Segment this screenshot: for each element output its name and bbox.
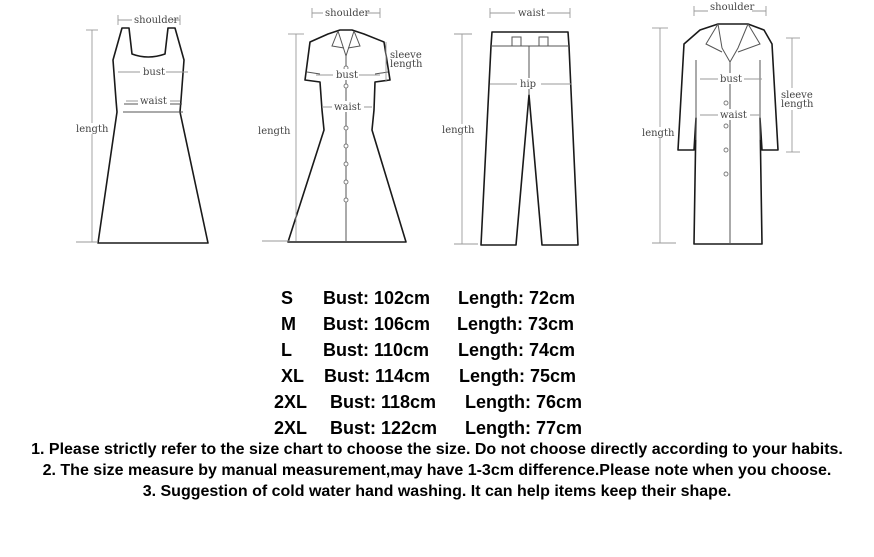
size-label: S [281, 288, 294, 308]
coat-sleeve-label: sleeve [781, 90, 813, 101]
shirt-dress-length-label: length [258, 126, 291, 137]
pants-waist-label: waist [518, 8, 545, 19]
dress-shoulder-label: shoulder [134, 15, 179, 26]
care-notes [20, 439, 854, 502]
length-value: Length: 73cm [457, 314, 575, 334]
length-value: Length: 74cm [458, 340, 576, 360]
shirt-dress-sleeve-length-label: length [390, 59, 423, 70]
coat-waist-label: waist [720, 110, 747, 121]
bust-value: Bust: 114cm [324, 366, 431, 386]
size-chart [0, 285, 874, 441]
shirt-dress-bust-label: bust [336, 70, 358, 81]
pants-hip-label: hip [520, 79, 537, 90]
coat-diagram [641, 1, 816, 244]
size-row-2xl [0, 389, 874, 415]
length-value: Length: 76cm [465, 392, 583, 412]
coat-length-label: length [642, 128, 675, 139]
pants-length-label: length [442, 125, 475, 136]
bust-value: Bust: 118cm [330, 392, 437, 412]
bust-value: Bust: 122cm [330, 418, 438, 438]
note-washing: 3. Suggestion of cold water hand washing. It can help items keep their shape. [142, 483, 732, 500]
shirt-dress-sleeve-label: sleeve [390, 50, 422, 61]
dress-diagram [76, 14, 208, 243]
size-row-xl [0, 363, 874, 389]
coat-shoulder-label: shoulder [710, 2, 755, 13]
size-label: L [281, 340, 292, 360]
size-row-m [0, 311, 874, 337]
bust-value: Bust: 106cm [323, 314, 431, 334]
dress-bust-label: bust [143, 67, 165, 78]
shirt-dress-diagram [257, 7, 423, 242]
pants-diagram [441, 7, 578, 245]
coat-bust-label: bust [720, 74, 742, 85]
size-label: 2XL [274, 392, 308, 412]
shirt-dress-shoulder-label: shoulder [325, 8, 370, 19]
size-row-l [0, 337, 874, 363]
size-row-s [0, 285, 874, 311]
bust-value: Bust: 110cm [323, 340, 430, 360]
size-row-2xl-b [0, 415, 874, 441]
length-value: Length: 72cm [458, 288, 576, 308]
size-label: 2XL [274, 418, 308, 438]
note-size-chart: 1. Please strictly refer to the size chart to choose the size. Do not choose directly according to your habits. [31, 441, 843, 458]
size-label: M [281, 314, 296, 334]
length-value: Length: 75cm [459, 366, 577, 386]
note-measurement: 2. The size measure by manual measurement,may have 1-3cm difference.Please note when you choose. [42, 462, 832, 479]
dress-waist-label: waist [140, 96, 167, 107]
coat-sleeve-length-label: length [781, 99, 814, 110]
bust-value: Bust: 102cm [323, 288, 431, 308]
dress-length-label: length [76, 124, 109, 135]
length-value: Length: 77cm [465, 418, 583, 438]
size-label: XL [281, 366, 305, 386]
shirt-dress-waist-label: waist [334, 102, 361, 113]
